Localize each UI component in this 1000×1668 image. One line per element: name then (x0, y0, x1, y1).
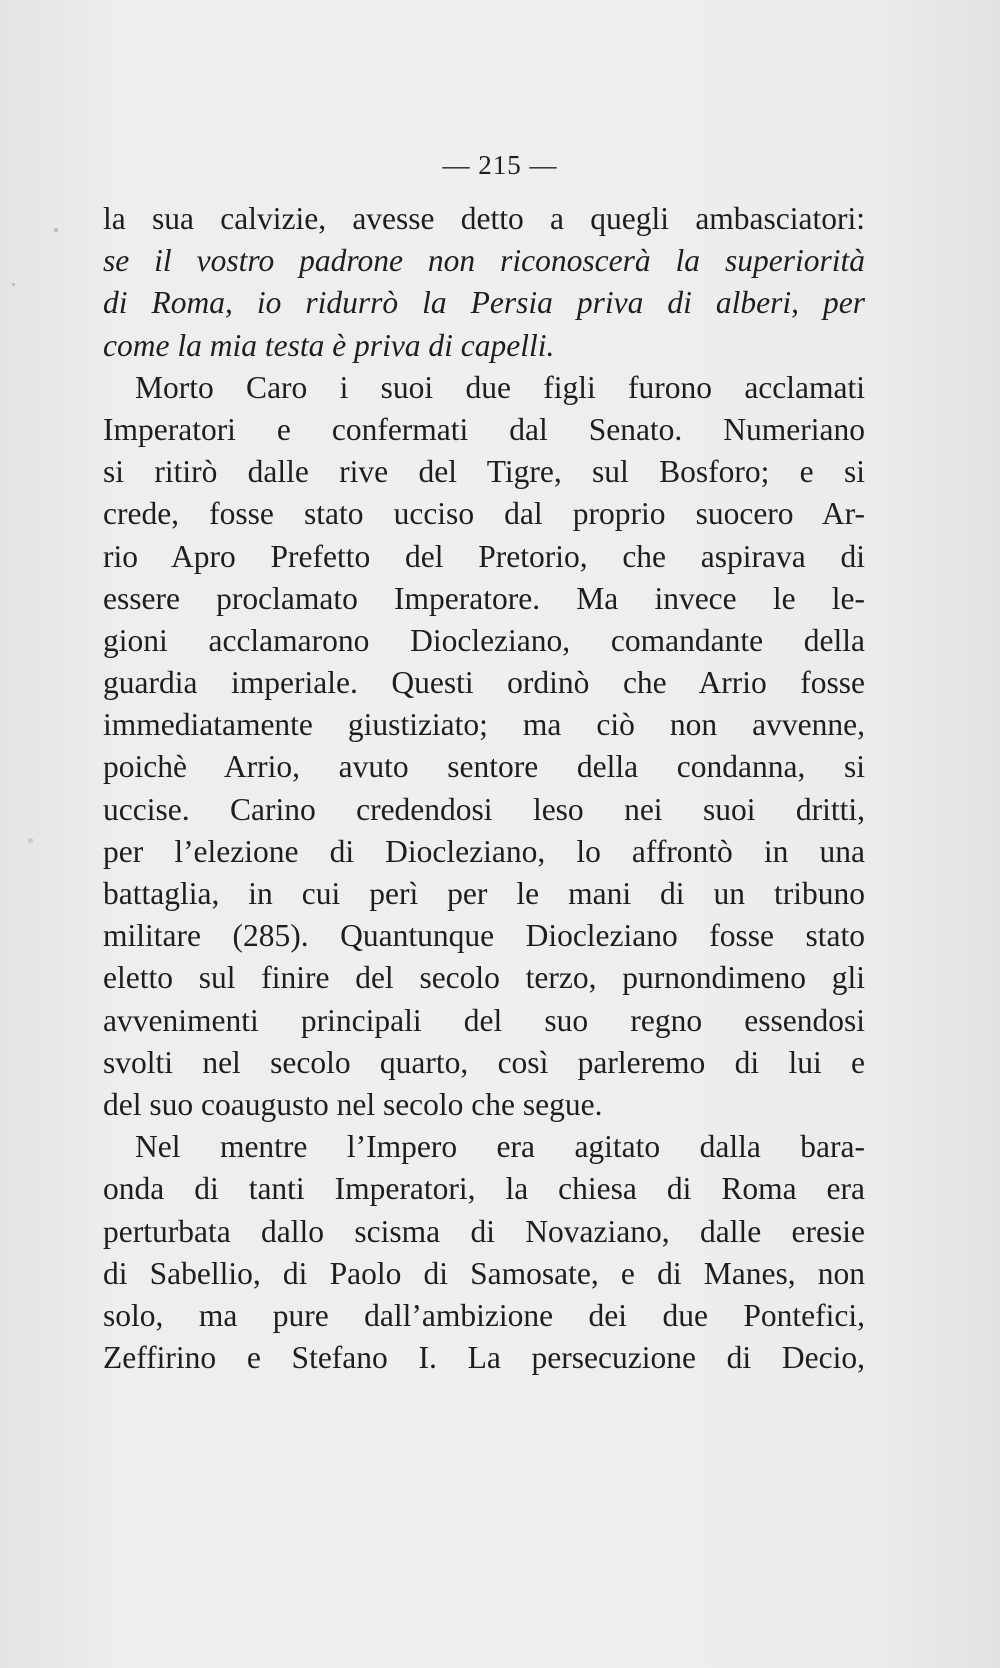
text-line: solo, ma pure dall’ambizione dei due Pontefici, (103, 1297, 865, 1333)
text-line: battaglia, in cui perì per le mani di un tribuno (103, 876, 865, 911)
text-line: per l’elezione di Diocleziano, lo affrontò in una (103, 833, 865, 869)
text-line: del suo coaugusto nel secolo che segue. (103, 1086, 603, 1122)
text-line: la sua calvizie, avesse detto a quegli ambasciatori: (103, 201, 865, 236)
paper-speck (28, 838, 33, 843)
text-line: Zeffirino e Stefano I. La persecuzione di Decio, (103, 1340, 865, 1376)
text-line: di Roma, io ridurrò la Persia priva di alberi, per (103, 285, 865, 321)
text-line: poichè Arrio, avuto sentore della condanna, si (103, 749, 865, 785)
text-line: avvenimenti principali del suo regno essendosi (103, 1002, 865, 1038)
text-line: Imperatori e confermati dal Senato. Numeriano (103, 411, 865, 447)
text-line: come la mia testa è priva di capelli. (103, 327, 555, 363)
text-line: essere proclamato Imperatore. Ma invece le le- (103, 580, 865, 616)
text-line: perturbata dallo scisma di Novaziano, dalle eresie (103, 1213, 865, 1249)
text-line: gioni acclamarono Diocleziano, comandante della (103, 622, 865, 658)
paper-speck (54, 228, 58, 232)
paper-speck (12, 283, 15, 286)
text-line: eletto sul finire del secolo terzo, purnondimeno gli (103, 960, 865, 996)
text-line: Morto Caro i suoi due figli furono acclamati (135, 369, 865, 405)
text-line: svolti nel secolo quarto, così parleremo di lui e (103, 1044, 865, 1080)
text-line: rio Apro Prefetto del Pretorio, che aspirava di (103, 538, 865, 574)
text-line: immediatamente giustiziato; ma ciò non avvenne, (103, 707, 865, 743)
body-text (103, 198, 865, 1379)
text-line: se il vostro padrone non riconoscerà la superiorità (103, 243, 865, 279)
text-line: uccise. Carino credendosi leso nei suoi dritti, (103, 791, 865, 827)
page-number: — 215 — (442, 150, 558, 180)
text-line: crede, fosse stato ucciso dal proprio suocero Ar- (103, 496, 865, 532)
text-line: Nel mentre l’Impero era agitato dalla bara- (135, 1129, 865, 1165)
text-line: militare (285). Quantunque Diocleziano fosse stato (103, 918, 865, 954)
text-line: onda di tanti Imperatori, la chiesa di Roma era (103, 1171, 865, 1207)
text-line: di Sabellio, di Paolo di Samosate, e di Manes, non (103, 1255, 865, 1291)
text-line: guardia imperiale. Questi ordinò che Arrio fosse (103, 665, 865, 701)
text-line: si ritirò dalle rive del Tigre, sul Bosforo; e si (103, 454, 865, 490)
